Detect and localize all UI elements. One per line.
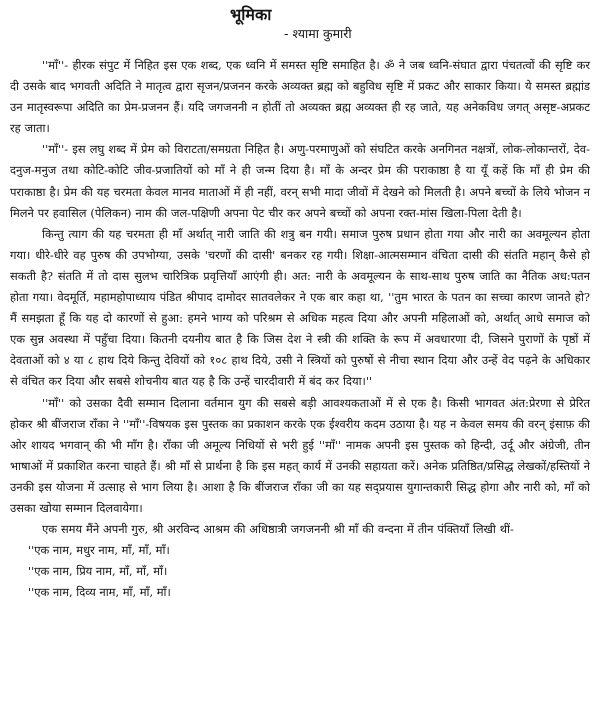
paragraph-2: ''माँ''- इस लघु शब्द में प्रेम को विराटता/समग्रता निहित है। अणु-परमाणुओं को संघटित करके अनगिनत नक्षत्रों, लोक-लोकान्तरों, देव-दनुज-मनुज तथा कोटि-कोटि जीव-प्रजातियों को माँ ने ही जन्म दिया है। माँ के अन्दर प्रेम की पराकाष्ठा है या यूँ कहें कि माँ ही प्रेम की पराकाष्ठा है। प्रेम की यह चरमता केवल मानव माताओं में ही नहीं, वरन् सभी मादा जीवों में देखने को मिलती है। अपने बच्चों के लिये भोजन न मिलने पर हवासिल (पेलिकन) नाम की जल-पक्षिणी अपना पेट चीर कर अपने बच्चों को अपना रक्त-मांस खिला-पिला देती है। — [10, 142, 590, 220]
author-line: - श्यामा कुमारी — [284, 26, 352, 41]
poem-line-1: ''एक नाम, मधुर नाम, माँ, माँ, माँ। — [28, 543, 170, 558]
paragraph-4: ''माँ'' को उसका दैवी सम्मान दिलाना वर्तमान युग की सबसे बड़ी आवश्यकताओं में से एक है। किसी भागवत अंत:प्रेरणा से प्रेरित होकर श्री बींजराज राँका ने ''माँ''-विषयक इस पुस्तक का प्रकाशन करके एक ईश्वरीय कदम उठाया है। यह न केवल समय की वरन् इंसाफ़ की ओर शायद भगवान् की भी माँग है। राँका जी अमूल्य निधियों से भरी हुई ''माँ'' नामक अपनी इस पुस्तक को हिन्दी, उर्दू और अंग्रेजी, तीन भाषाओं में प्रकाशित करना चाहते हैं। श्री माँ से प्रार्थना है कि इस महत् कार्य में उनकी सहायता करें। अनेक प्रतिष्ठित/प्रसिद्ध लेखकों/हस्तियों ने उनकी इस योजना में उत्साह से भाग लिया है। आशा है कि बींजराज राँका जी का यह सद्प्रयास युगान्तकारी सिद्ध होगा और नारी को, माँ को उसका खोया सम्मान दिलवायेगा। — [10, 395, 590, 515]
page-title: भूमिका — [230, 5, 272, 24]
poem-line-3: ''एक नाम, दिव्य नाम, माँ, माँ, माँ। — [28, 585, 171, 600]
poem-line-2: ''एक नाम, प्रिय नाम, माँ, माँ, माँ। — [28, 564, 168, 579]
paragraph-3: किन्तु त्याग की यह चरमता ही माँ अर्थात् नारी जाति की शत्रु बन गयी। समाज पुरुष प्रधान होता गया और नारी का अवमूल्यन होता गया। धीरे-धीरे वह पुरुष की उपभोग्या, उसके 'चरणों की दासी' बनकर रह गयी। शिक्षा-आत्मसम्मान वंचिता दासी की संतति महान् कैसे हो सकती है? संतति में तो दास सुलभ चारित्रिक प्रवृत्तियाँ आएंगी ही। अत: नारी के अवमूल्यन के साथ-साथ पुरुष जाति का नैतिक अध:पतन होता गया। वेदमूर्ति, महामहोपाध्याय पंडित श्रीपाद दामोदर सातवलेकर ने एक बार कहा था, ''तुम भारत के पतन का सच्चा कारण जानते हो? मैं समझता हूँ कि यह दो कारणों से हुआ: हमने भाग्य को परिश्रम से अधिक महत्व दिया और अपनी महिलाओं को, अर्थात् आधे समाज को एक सुन्न अवस्था में पहुँचा दिया। कितनी दयनीय बात है कि जिस देश ने स्त्री की शक्ति के रूप में अवधारणा दी, जिसने पुराणों के पृष्ठों में देवताओं को ४ या ८ हाथ दिये किन्तु देवियों को १०८ हाथ दिये, उसी ने स्त्रियों को पुरुषों से नीचा स्थान दिया और उन्हें वेद पढ़ने के अधिकार से वंचित कर दिया और सबसे शोचनीय बात यह है कि उन्हें चारदीवारी में बंद कर दिया।'' — [10, 226, 590, 389]
paragraph-5: एक समय मैंने अपनी गुरु, श्री अरविन्द आश्रम की अधिष्ठात्री जगजननी श्री माँ की वन्दना में तीन पंक्तियाँ लिखी थीं- — [42, 522, 514, 537]
paragraph-1: ''माँ''- हीरक संपुट में निहित इस एक शब्द, एक ध्वनि में समस्त सृष्टि समाहित है। ॐ ने जब ध्वनि-संघात द्वारा पंचतत्वों की सृष्टि कर दी उसके बाद भगवती अदिति ने मातृत्व द्वारा सृजन/प्रजनन करके अव्यक्त ब्रह्म को बहुविध सृष्टि में प्रकट और साकार किया। ये समस्त ब्रह्मांड उन मातृस्वरूपा अदिति का प्रेम-प्रजनन हैं। यदि जगजननी न होतीं तो अव्यक्त ब्रह्म अव्यक्त ही रह जाते, यह अनेकविध जगत् असृष्ट-अप्रकट रह जाता। — [10, 58, 590, 136]
